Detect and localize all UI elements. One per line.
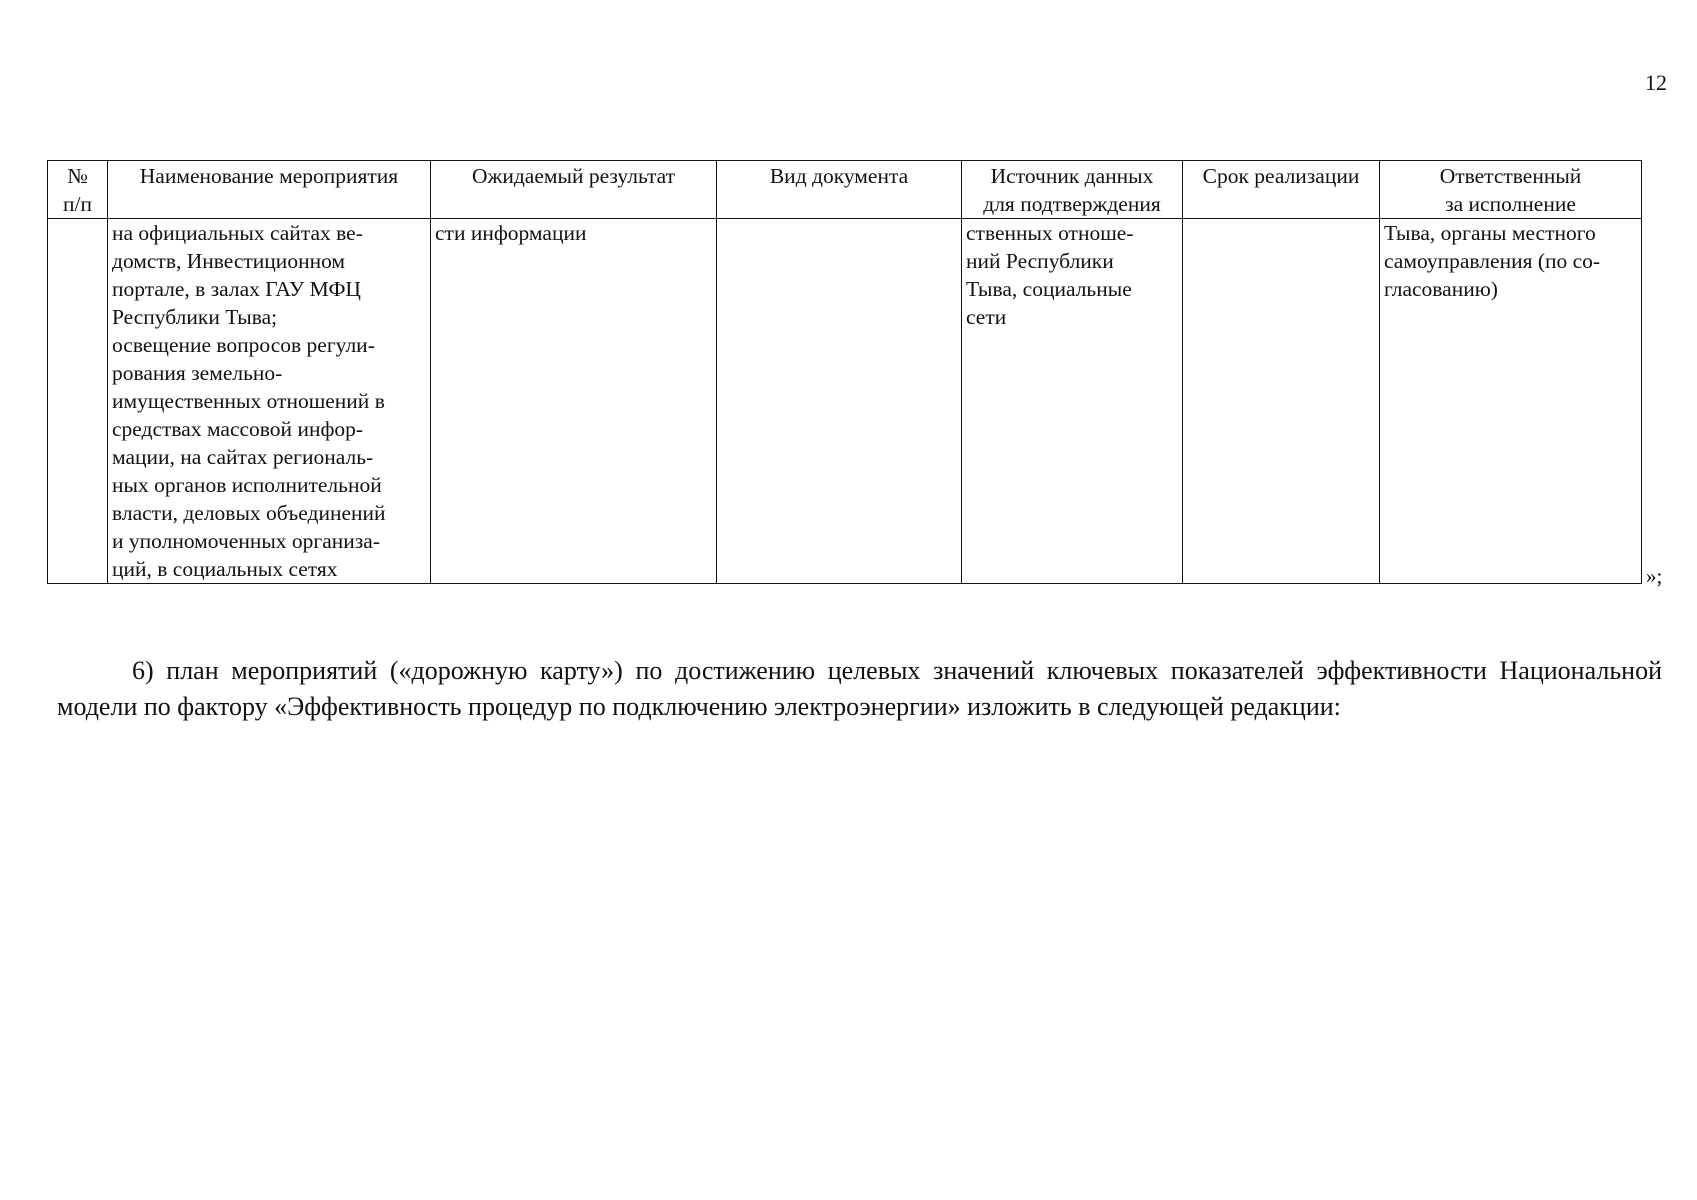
- header-number: № п/п: [48, 161, 108, 219]
- cell-responsible: Тыва, органы местного самоуправления (по со- гласованию): [1380, 219, 1642, 584]
- header-document-type: Вид документа: [717, 161, 962, 219]
- header-expected-result: Ожидаемый результат: [431, 161, 717, 219]
- cell-data-source: ственных отноше- ний Республики Тыва, социальные сети: [962, 219, 1183, 584]
- cell-document-type: [717, 219, 962, 584]
- cell-activity-name: на официальных сайтах ве- домств, Инвестиционном портале, в залах ГАУ МФЦ Республики Тыва; освещение вопросов регули- рования земельно- имущественных отношений в средствах массовой инфор- мации, на сайтах региональ- ных органов исполнительной власти, деловых объединений и уполномоченных организа- ций, в социальных сетях: [108, 219, 431, 584]
- cell-number: [48, 219, 108, 584]
- page-number: 12: [1645, 70, 1667, 95]
- closing-quote-mark: »;: [1646, 564, 1663, 588]
- table-header-row: [48, 161, 1642, 219]
- cell-expected-result: сти информации: [431, 219, 717, 584]
- header-responsible: Ответственный за исполнение: [1380, 161, 1642, 219]
- header-data-source: Источник данных для подтверждения: [962, 161, 1183, 219]
- body-paragraph: 6) план мероприятий («дорожную карту») по достижению целевых значений ключевых показателей эффективности Национальной модели по фактору «Эффективность процедур по подключению электроэнергии» изложить в следующей редакции:: [57, 656, 1662, 721]
- roadmap-table: [47, 160, 1642, 584]
- table-row: [48, 219, 1642, 584]
- cell-deadline: [1183, 219, 1380, 584]
- header-activity-name: Наименование мероприятия: [108, 161, 431, 219]
- header-deadline: Срок реализации: [1183, 161, 1380, 219]
